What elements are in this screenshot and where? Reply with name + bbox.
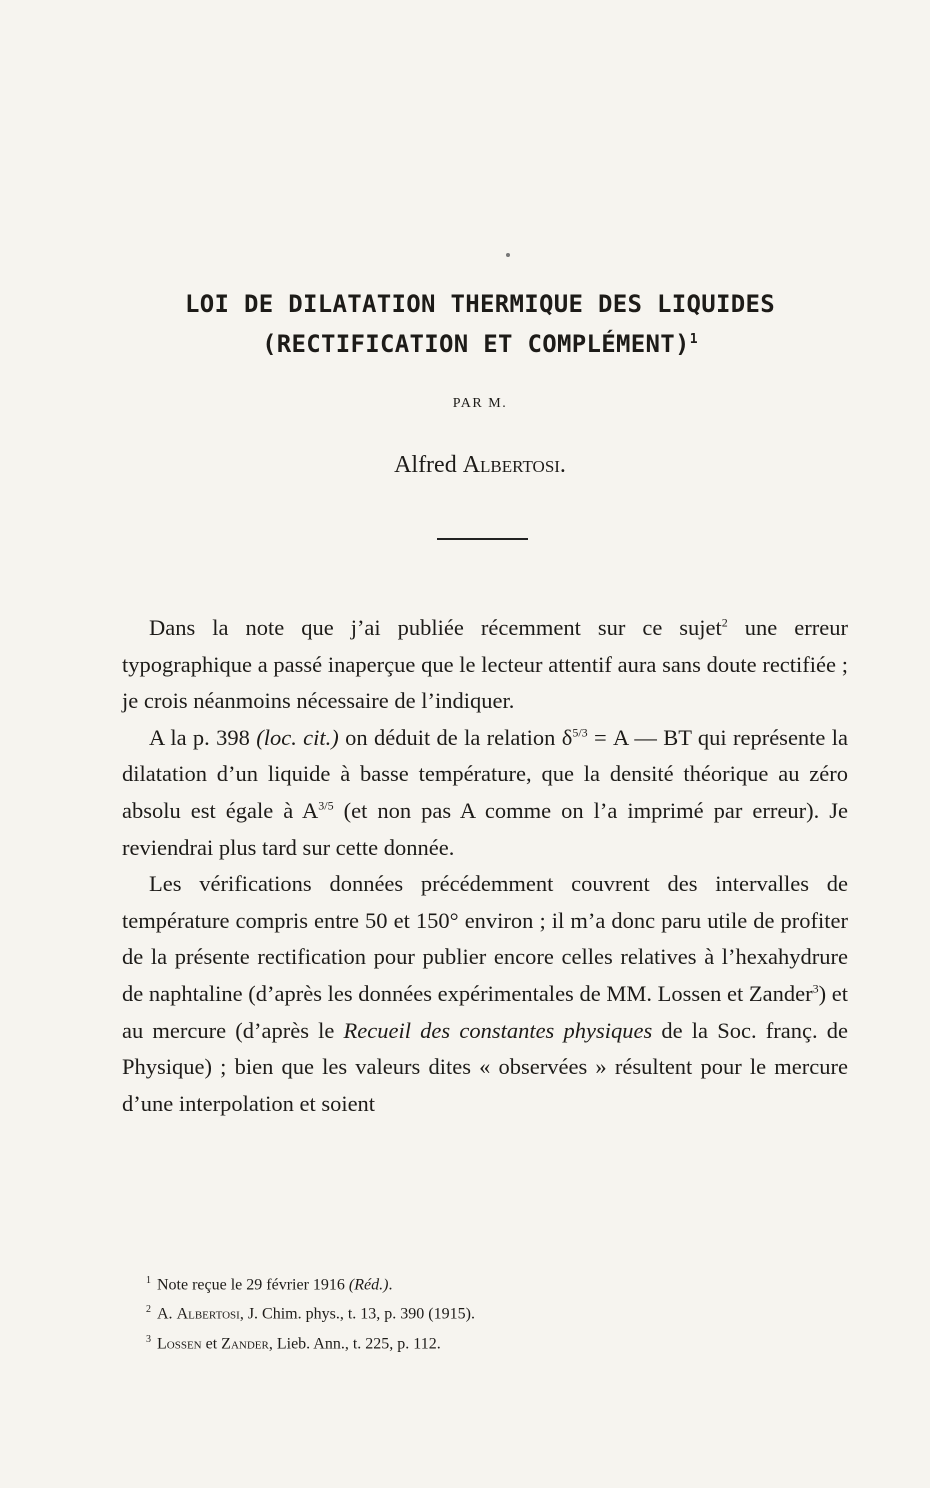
p2-text-c: = A — BT qui représente la dilatation d’un liquide à basse température, que la densité théorique au zéro absolu est égale à A <box>122 724 848 823</box>
p1-text-a: Dans la note que j’ai publiée récemment sur ce sujet <box>149 615 722 640</box>
footnote-1-text-a: Note reçue le 29 février 1916 <box>157 1276 349 1294</box>
byline: PAR M. <box>452 396 508 411</box>
footnote-1-number: 1 <box>146 1275 151 1286</box>
footnote-2-text-a: A. <box>157 1305 177 1323</box>
article-body <box>122 610 848 1122</box>
footnote-3-author-1: Lossen <box>157 1334 202 1352</box>
footnote-1-text-c: . <box>388 1276 393 1294</box>
p2-text-d: (et non pas A comme on l’a imprimé par erreur). Je reviendrai plus tard sur cette donnée. <box>122 797 848 860</box>
footnote-3-text-b: et <box>201 1334 222 1352</box>
ink-speck <box>506 253 510 257</box>
footnote-2-author: Albertosi <box>176 1305 240 1323</box>
footnote-3-number: 3 <box>146 1333 151 1345</box>
footnote-3-text-d: , Lieb. Ann., t. 225, p. 112. <box>268 1334 441 1352</box>
title-line-1: LOI DE DILATATION THERMIQUE DES LIQUIDES <box>185 290 775 318</box>
p2-text-a: A la p. 398 <box>149 724 257 750</box>
p2-exponent-1: 5/3 <box>572 725 588 740</box>
footnote-1 <box>146 1268 846 1297</box>
p1-text-b: une erreur typographique a passé inaperçue que le lecteur attentif aura sans doute rectifiée ; je crois néanmoins nécessaire de l’indiquer. <box>122 615 848 714</box>
p3-footnote-ref: 3 <box>812 981 819 996</box>
paragraph-1 <box>122 610 848 720</box>
p3-book-title: Recueil des constantes physiques <box>343 1017 653 1043</box>
author-first-name: Alfred <box>394 452 457 478</box>
footnote-1-editor-mark: (Réd.) <box>348 1276 389 1294</box>
paragraph-3 <box>122 866 848 1122</box>
article-title <box>130 286 830 362</box>
paragraph-2 <box>122 720 848 866</box>
title-footnote-ref: 1 <box>689 332 698 347</box>
footnote-2 <box>146 1297 846 1326</box>
author-name <box>130 452 830 479</box>
p2-text-b: on déduit de la relation δ <box>338 724 573 750</box>
footnote-3 <box>146 1327 846 1356</box>
p3-text-b: ) et au mercure (d’après le <box>122 980 848 1043</box>
title-divider <box>437 538 528 540</box>
author-last-name: Albertosi. <box>462 452 566 478</box>
p3-text-a: Les vérifications données précédemment couvrent des intervalles de température compris entre 50 et 150° environ ; il m’a donc paru utile de profiter de la présente rectification pour publier encore celles relatives à l’hexahydrure de naphtaline (d’après les données expérimentales de MM. Lossen et Zander <box>122 871 848 1006</box>
p2-exponent-2: 3/5 <box>318 798 334 813</box>
p2-citation: (loc. cit.) <box>256 724 339 750</box>
title-line-2-text: (RECTIFICATION ET COMPLÉMENT) <box>262 330 690 358</box>
p3-text-c: de la Soc. franç. de Physique) ; bien que les valeurs dites « observées » résultent pour le mercure d’une interpolation et soient <box>122 1017 848 1116</box>
footnote-2-number: 2 <box>146 1304 151 1316</box>
title-line-2 <box>130 322 830 362</box>
footnote-3-author-2: Zander <box>221 1334 269 1352</box>
p1-footnote-ref: 2 <box>721 615 728 630</box>
footnote-2-text-c: , J. Chim. phys., t. 13, p. 390 (1915). <box>239 1305 475 1323</box>
footnotes <box>146 1268 846 1356</box>
